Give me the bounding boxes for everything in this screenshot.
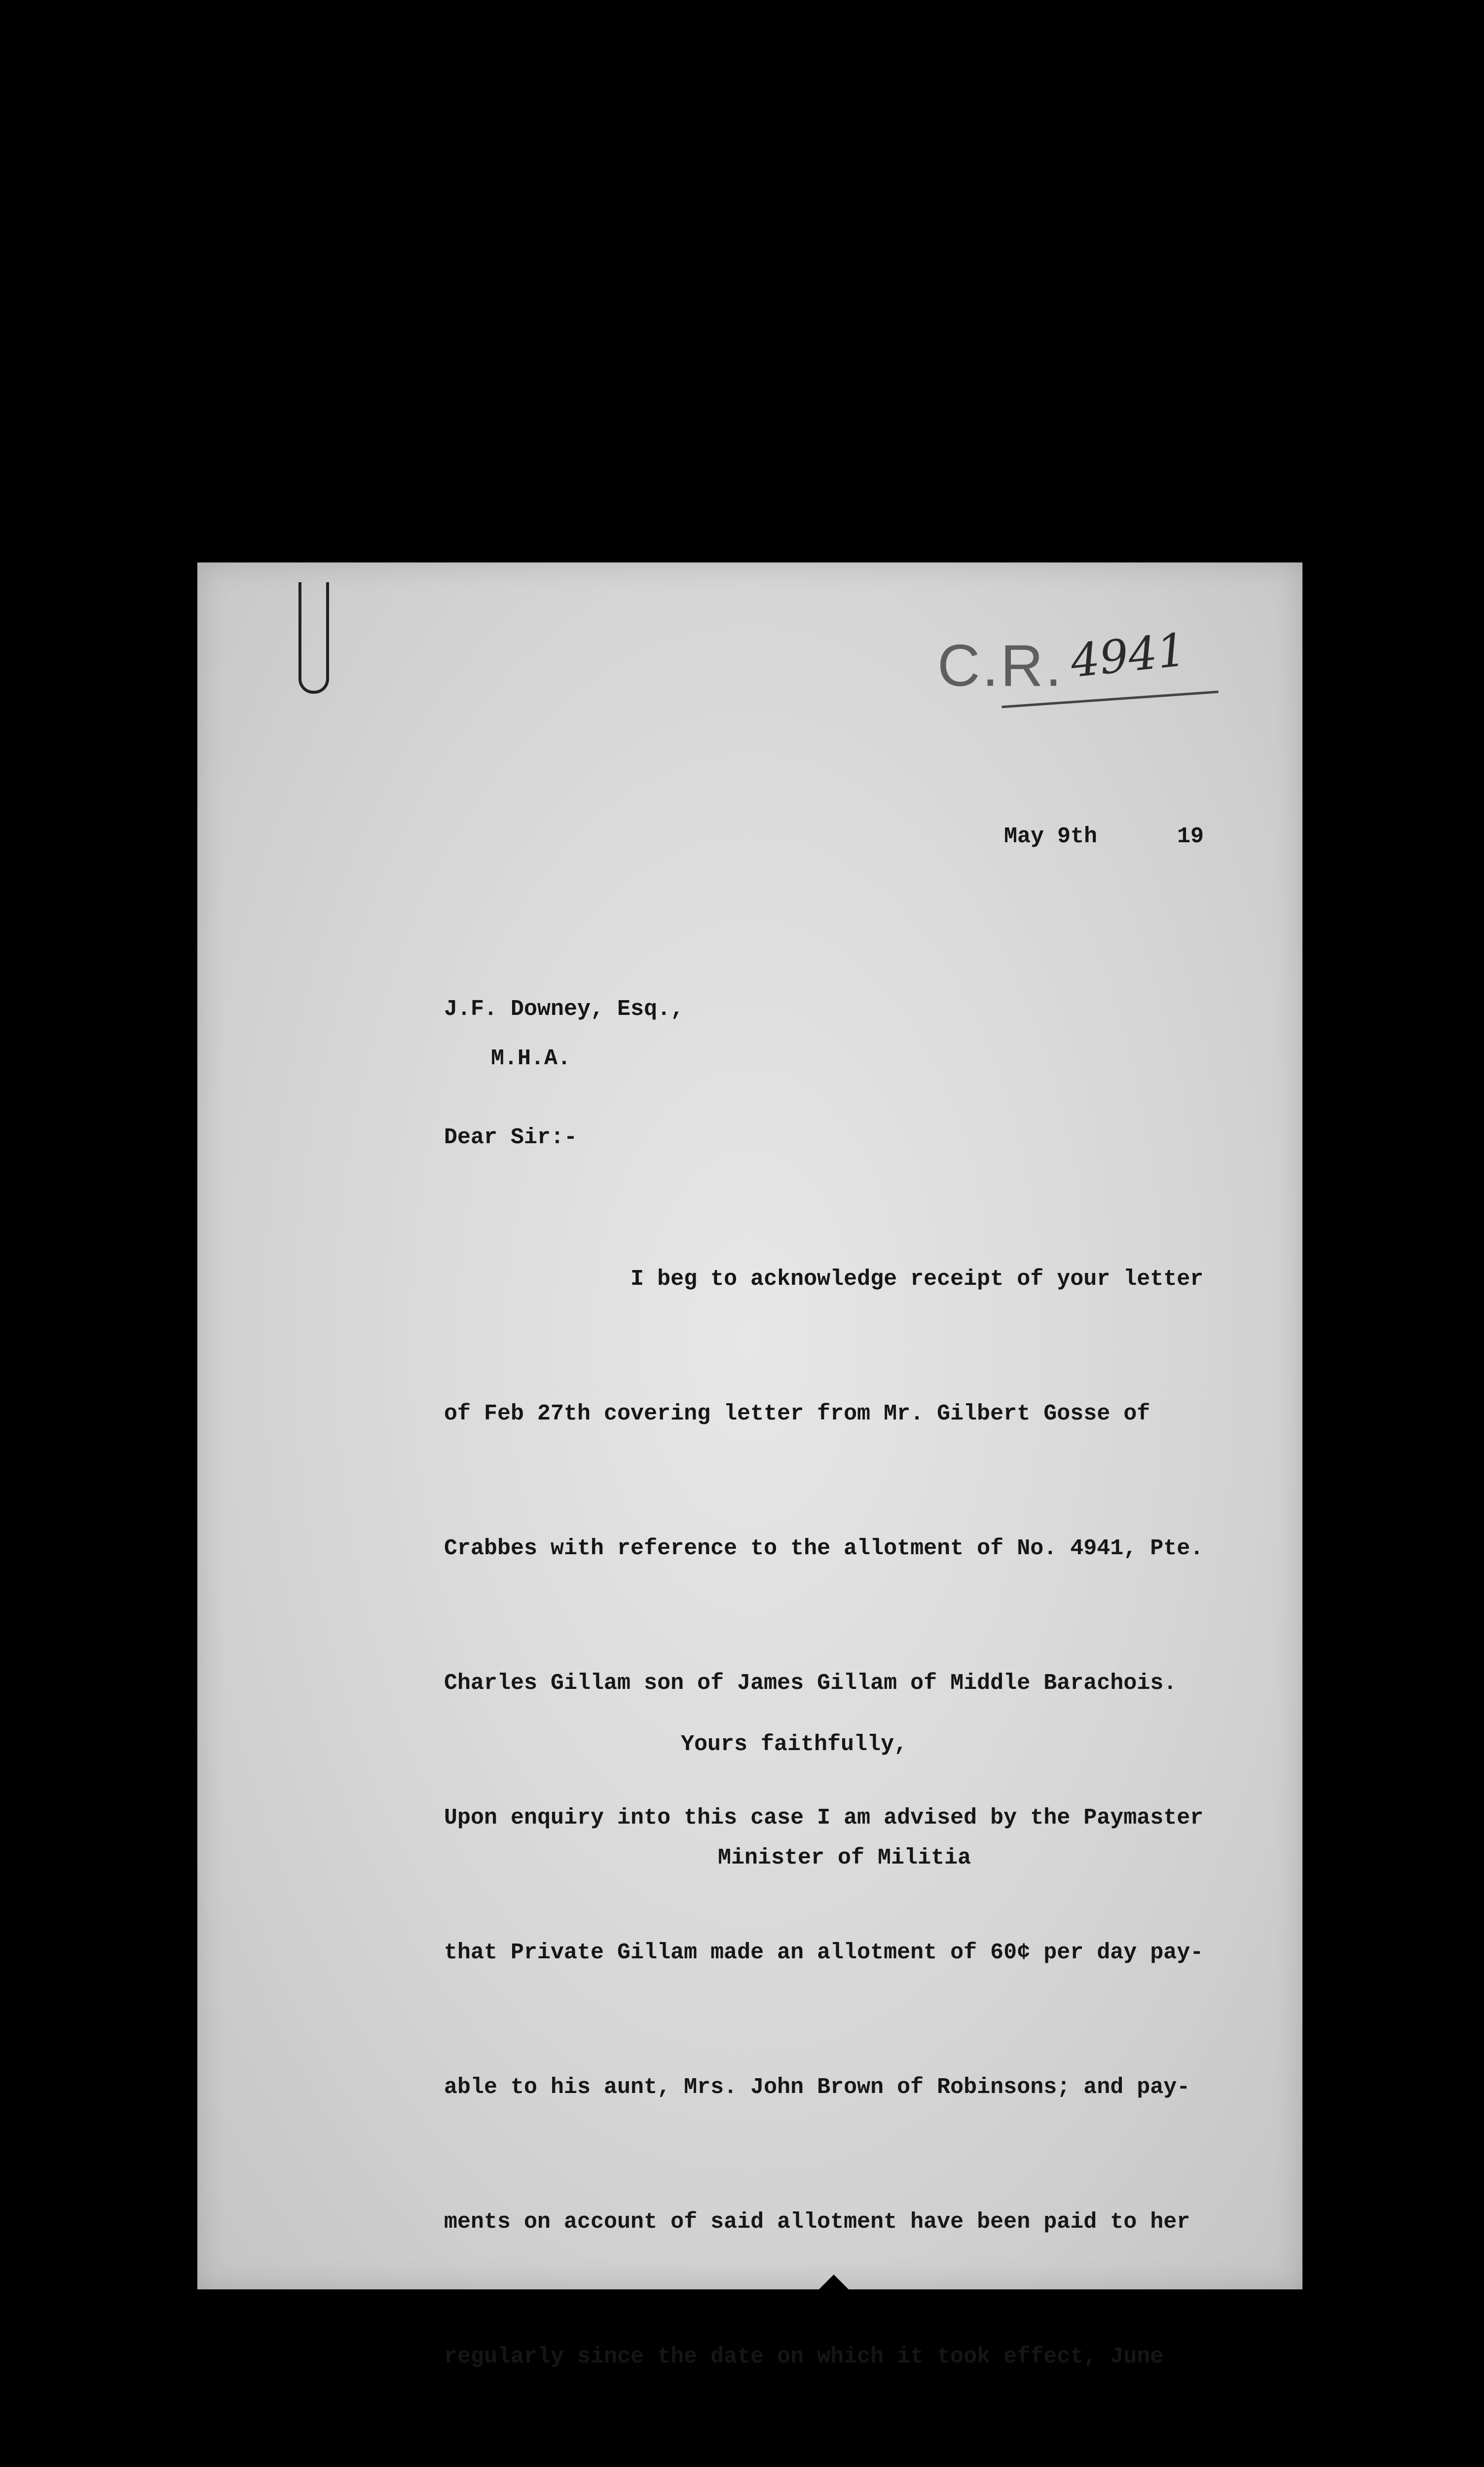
letter-page <box>197 562 1302 2369</box>
cr-handwritten-number: 4941 <box>1068 623 1189 688</box>
body-line: I beg to acknowledge receipt of your letter <box>444 1267 1204 1292</box>
body-line: Upon enquiry into this case I am advised by the Paymaster <box>444 1805 1204 1831</box>
salutation: Dear Sir:- <box>444 1125 578 1150</box>
paper-clip-icon <box>298 582 329 694</box>
body-line: regularly since the date on which it took effect, June <box>444 2344 1164 2369</box>
body-line: able to his aunt, Mrs. John Brown of Robinsons; and pay- <box>444 2075 1190 2100</box>
body-line: Charles Gillam son of James Gillam of Middle Barachois. <box>444 1671 1177 1696</box>
closing: Yours faithfully, <box>681 1732 908 1757</box>
signature-title: Minister of Militia <box>718 1845 971 1870</box>
body-line: that Private Gillam made an allotment of 60¢ per day pay- <box>444 1940 1204 1965</box>
cr-stamp <box>937 623 1194 701</box>
addressee-title: M.H.A. <box>491 1046 571 1071</box>
paper-tear <box>814 2275 853 2294</box>
body-line: Crabbes with reference to the allotment of No. 4941, Pte. <box>444 1536 1204 1561</box>
letter-date: May 9th 19 <box>1004 824 1204 849</box>
cr-prefix: C.R. <box>937 633 1064 699</box>
letter-body <box>444 1167 1203 2467</box>
addressee: J.F. Downey, Esq., <box>444 997 684 1022</box>
body-line: ments on account of said allotment have been paid to her <box>444 2209 1190 2235</box>
body-line: of Feb 27th covering letter from Mr. Gilbert Gosse of <box>444 1401 1150 1426</box>
